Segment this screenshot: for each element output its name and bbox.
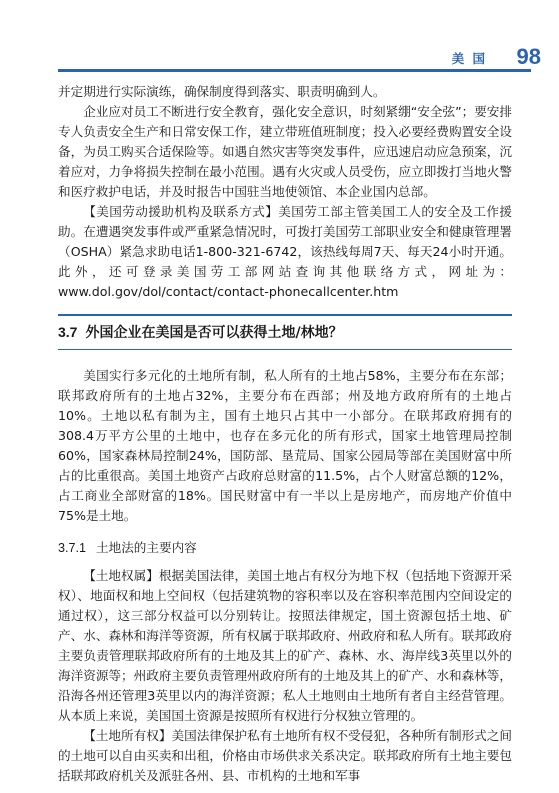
page-body bbox=[58, 82, 512, 786]
header-rule bbox=[58, 69, 531, 72]
paragraph-continuation: 并定期进行实际演练，确保制度得到落实、职责明确到人。 bbox=[58, 84, 386, 99]
subsection-number: 3.7.1 bbox=[58, 541, 87, 555]
paragraph-land-rights: 【土地权属】根据美国法律，美国土地占有权分为地下权（包括地下资源开采权）、地面权和地上空间权（包括建筑物的容积率以及在容积率范围内空间设定的通过权），这三部分权益可以分别转让。按照法律规定，国土资源包括土地、矿产、水、森林和海洋等资源，所有权属于联邦政府、州政府和私人所有。联邦政府主要负责管理联邦政府所有的土地及其上的矿产、森林、水、海岸线3英里以外的海洋资源等；州政府主要负责管理州政府所有的土地及其上的矿产、水和森林等，沿海各州还管理3英里以内的海洋资源；私人土地则由土地所有者自主经营管理。从本质上来说，美国国土资源是按照所有权进行分权独立管理的。 bbox=[58, 568, 512, 723]
paragraph-labor-assistance: 【美国劳动援助机构及联系方式】美国劳工部主管美国工人的安全及工作援助。在遭遇突发事件或严重紧急情况时，可拨打美国劳工部职业安全和健康管理署（OSHA）紧急求助电话1-800-321-6742，该热线每周7天、每天24小时开通。此外，还可登录美国劳工部网站查询其他联络方式，网址为：www.dol.gov/dol/contact/contact-phonecallcenter.htm bbox=[58, 204, 512, 299]
section-number: 3.7 bbox=[58, 324, 78, 340]
paragraph-land-ownership: 美国实行多元化的土地所有制，私人所有的土地占58%，主要分布在东部；联邦政府所有的土地占32%，主要分布在西部；州及地方政府所有的土地占10%。土地以私有制为主，国有土地只占其中一小部分。在联邦政府拥有的308.4万平方公里的土地中，也存在多元化的所有形式，国家土地管理局控制60%，国家森林局控制24%，国防部、垦荒局、国家公园局等部在美国财富中所占的比重很高。美国土地资产占政府总财富的11.5%，占个人财富总额的12%，占工商业全部财富的18%。国民财富中有一半以上是房地产，而房地产价值中75%是土地。 bbox=[58, 368, 512, 523]
paragraph-land-ownership-rights: 【土地所有权】美国法律保护私有土地所有权不受侵犯，各种所有制形式之间的土地可以自由买卖和出租，价格由市场供求关系决定。联邦政府所有土地主要包括联邦政府机关及派驻各州、县、市机构的土地和军事 bbox=[58, 728, 512, 783]
section-title: 外国企业在美国是否可以获得土地/林地？ bbox=[85, 325, 343, 341]
page-header bbox=[0, 0, 559, 80]
page-number: 98 bbox=[516, 44, 541, 69]
section-heading bbox=[58, 314, 512, 350]
subsection-heading bbox=[58, 537, 512, 556]
subsection-title: 土地法的主要内容 bbox=[96, 540, 197, 555]
chapter-label: 美 国 bbox=[451, 51, 487, 66]
paragraph-safety-education: 企业应对员工不断进行安全教育，强化安全意识，时刻紧绷“安全弦”；要安排专人负责安全生产和日常安保工作，建立带班值班制度；投入必要经费购置安全设备，为员工购买合适保险等。如遇自然灾害等突发事件，应迅速启动应急预案，沉着应对，力争将损失控制在最小范围。遇有火灾或人员受伤，应立即拨打当地火警和医疗救护电话，并及时报告中国驻当地使领馆、本企业国内总部。 bbox=[58, 104, 512, 199]
